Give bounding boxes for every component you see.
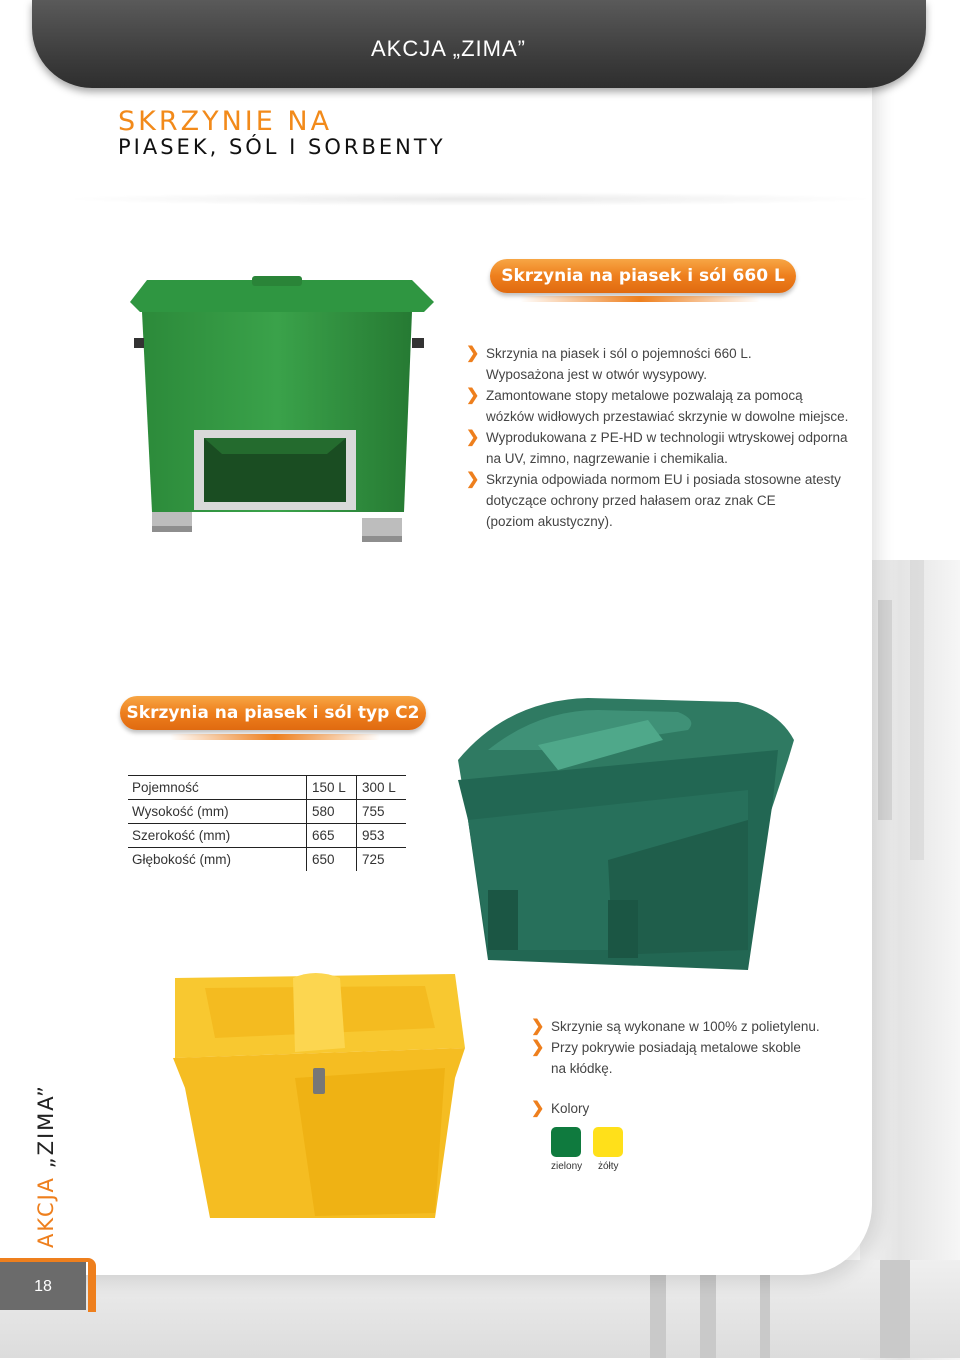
table-cell: 150 L: [307, 776, 357, 800]
color-label: zielony: [551, 1161, 583, 1172]
product1-features: [466, 343, 848, 532]
chevron-right-icon: ❯: [466, 429, 480, 446]
feature-item: [466, 343, 848, 385]
section-subtitle: PIASEK, SÓL I SORBENTY: [118, 135, 446, 159]
background-right-decoration: [860, 560, 960, 1360]
feature-line: na kłódkę.: [551, 1061, 613, 1076]
sidebar-label-part2: „ZIMA”: [34, 1084, 58, 1169]
table-cell: 580: [307, 800, 357, 824]
product2-features: [531, 1016, 820, 1079]
table-row: [128, 848, 406, 872]
table-row: [128, 800, 406, 824]
page-number: 18: [0, 1262, 86, 1310]
product2-title-badge: [120, 696, 426, 730]
dark-green-box-image: [448, 690, 798, 980]
colors-section: [531, 1098, 589, 1119]
feature-item: [531, 1098, 589, 1119]
product1-title: Skrzynia na piasek i sól 660 L: [501, 266, 785, 286]
sidebar-label-part1: AKCJA: [34, 1176, 58, 1248]
table-row: [128, 824, 406, 848]
product2-title: Skrzynia na piasek i sól typ C2: [126, 703, 420, 723]
table-cell: 725: [357, 848, 407, 872]
background-post: [910, 560, 924, 860]
color-label: żółty: [598, 1161, 619, 1172]
feature-line: na UV, zimno, nagrzewanie i chemikalia.: [486, 451, 728, 466]
feature-line: dotyczące ochrony przed hałasem oraz znak CE: [486, 493, 776, 508]
feature-line: Skrzynia na piasek i sól o pojemności 660 L.: [486, 346, 752, 361]
chevron-right-icon: ❯: [466, 387, 480, 404]
table-cell: Pojemność: [128, 776, 307, 800]
feature-line: Wyprodukowana z PE-HD w technologii wtryskowej odporna: [486, 430, 848, 445]
table-cell: 755: [357, 800, 407, 824]
colors-heading: Kolory: [551, 1101, 590, 1116]
feature-item: [466, 385, 848, 427]
badge-swoosh: [520, 296, 760, 302]
background-post: [878, 600, 892, 820]
section-divider: [60, 192, 880, 206]
table-cell: 665: [307, 824, 357, 848]
table-cell: 300 L: [357, 776, 407, 800]
sidebar-vertical-label: [34, 1084, 59, 1248]
header-title: AKCJA „ZIMA”: [370, 36, 526, 61]
feature-line: Zamontowane stopy metalowe pozwalają za pomocą: [486, 388, 803, 403]
feature-item: [466, 427, 848, 469]
background-bar: [880, 1260, 910, 1358]
feature-line: Skrzynia odpowiada normom EU i posiada stosowne atesty: [486, 472, 841, 487]
feature-line: wózków widłowych przestawiać skrzynie w dowolne miejsce.: [486, 409, 849, 424]
green-container-image: [112, 272, 442, 547]
chevron-right-icon: ❯: [531, 1100, 545, 1117]
table-cell: Wysokość (mm): [128, 800, 307, 824]
chevron-right-icon: ❯: [531, 1018, 545, 1035]
feature-item: [531, 1016, 820, 1037]
feature-line: Skrzynie są wykonane w 100% z polietylenu.: [551, 1019, 820, 1034]
table-cell: 953: [357, 824, 407, 848]
table-cell: Szerokość (mm): [128, 824, 307, 848]
product1-title-badge: [490, 259, 796, 293]
chevron-right-icon: ❯: [531, 1039, 545, 1056]
feature-line: (poziom akustyczny).: [486, 514, 613, 529]
chevron-right-icon: ❯: [466, 345, 480, 362]
badge-swoosh: [170, 734, 380, 740]
chevron-right-icon: ❯: [466, 471, 480, 488]
dimensions-table: [128, 775, 406, 871]
feature-item: [531, 1037, 820, 1079]
table-cell: 650: [307, 848, 357, 872]
table-row: [128, 776, 406, 800]
color-swatch-yellow: [593, 1127, 623, 1157]
table-cell: Głębokość (mm): [132, 852, 232, 867]
feature-line: Przy pokrywie posiadają metalowe skoble: [551, 1040, 801, 1055]
feature-line: Wyposażona jest w otwór wysypowy.: [486, 367, 707, 382]
color-swatch-green: [551, 1127, 581, 1157]
feature-item: [466, 469, 848, 532]
section-title: SKRZYNIE NA: [118, 106, 333, 137]
header-bar: [32, 0, 926, 88]
yellow-box-image: [165, 968, 470, 1223]
